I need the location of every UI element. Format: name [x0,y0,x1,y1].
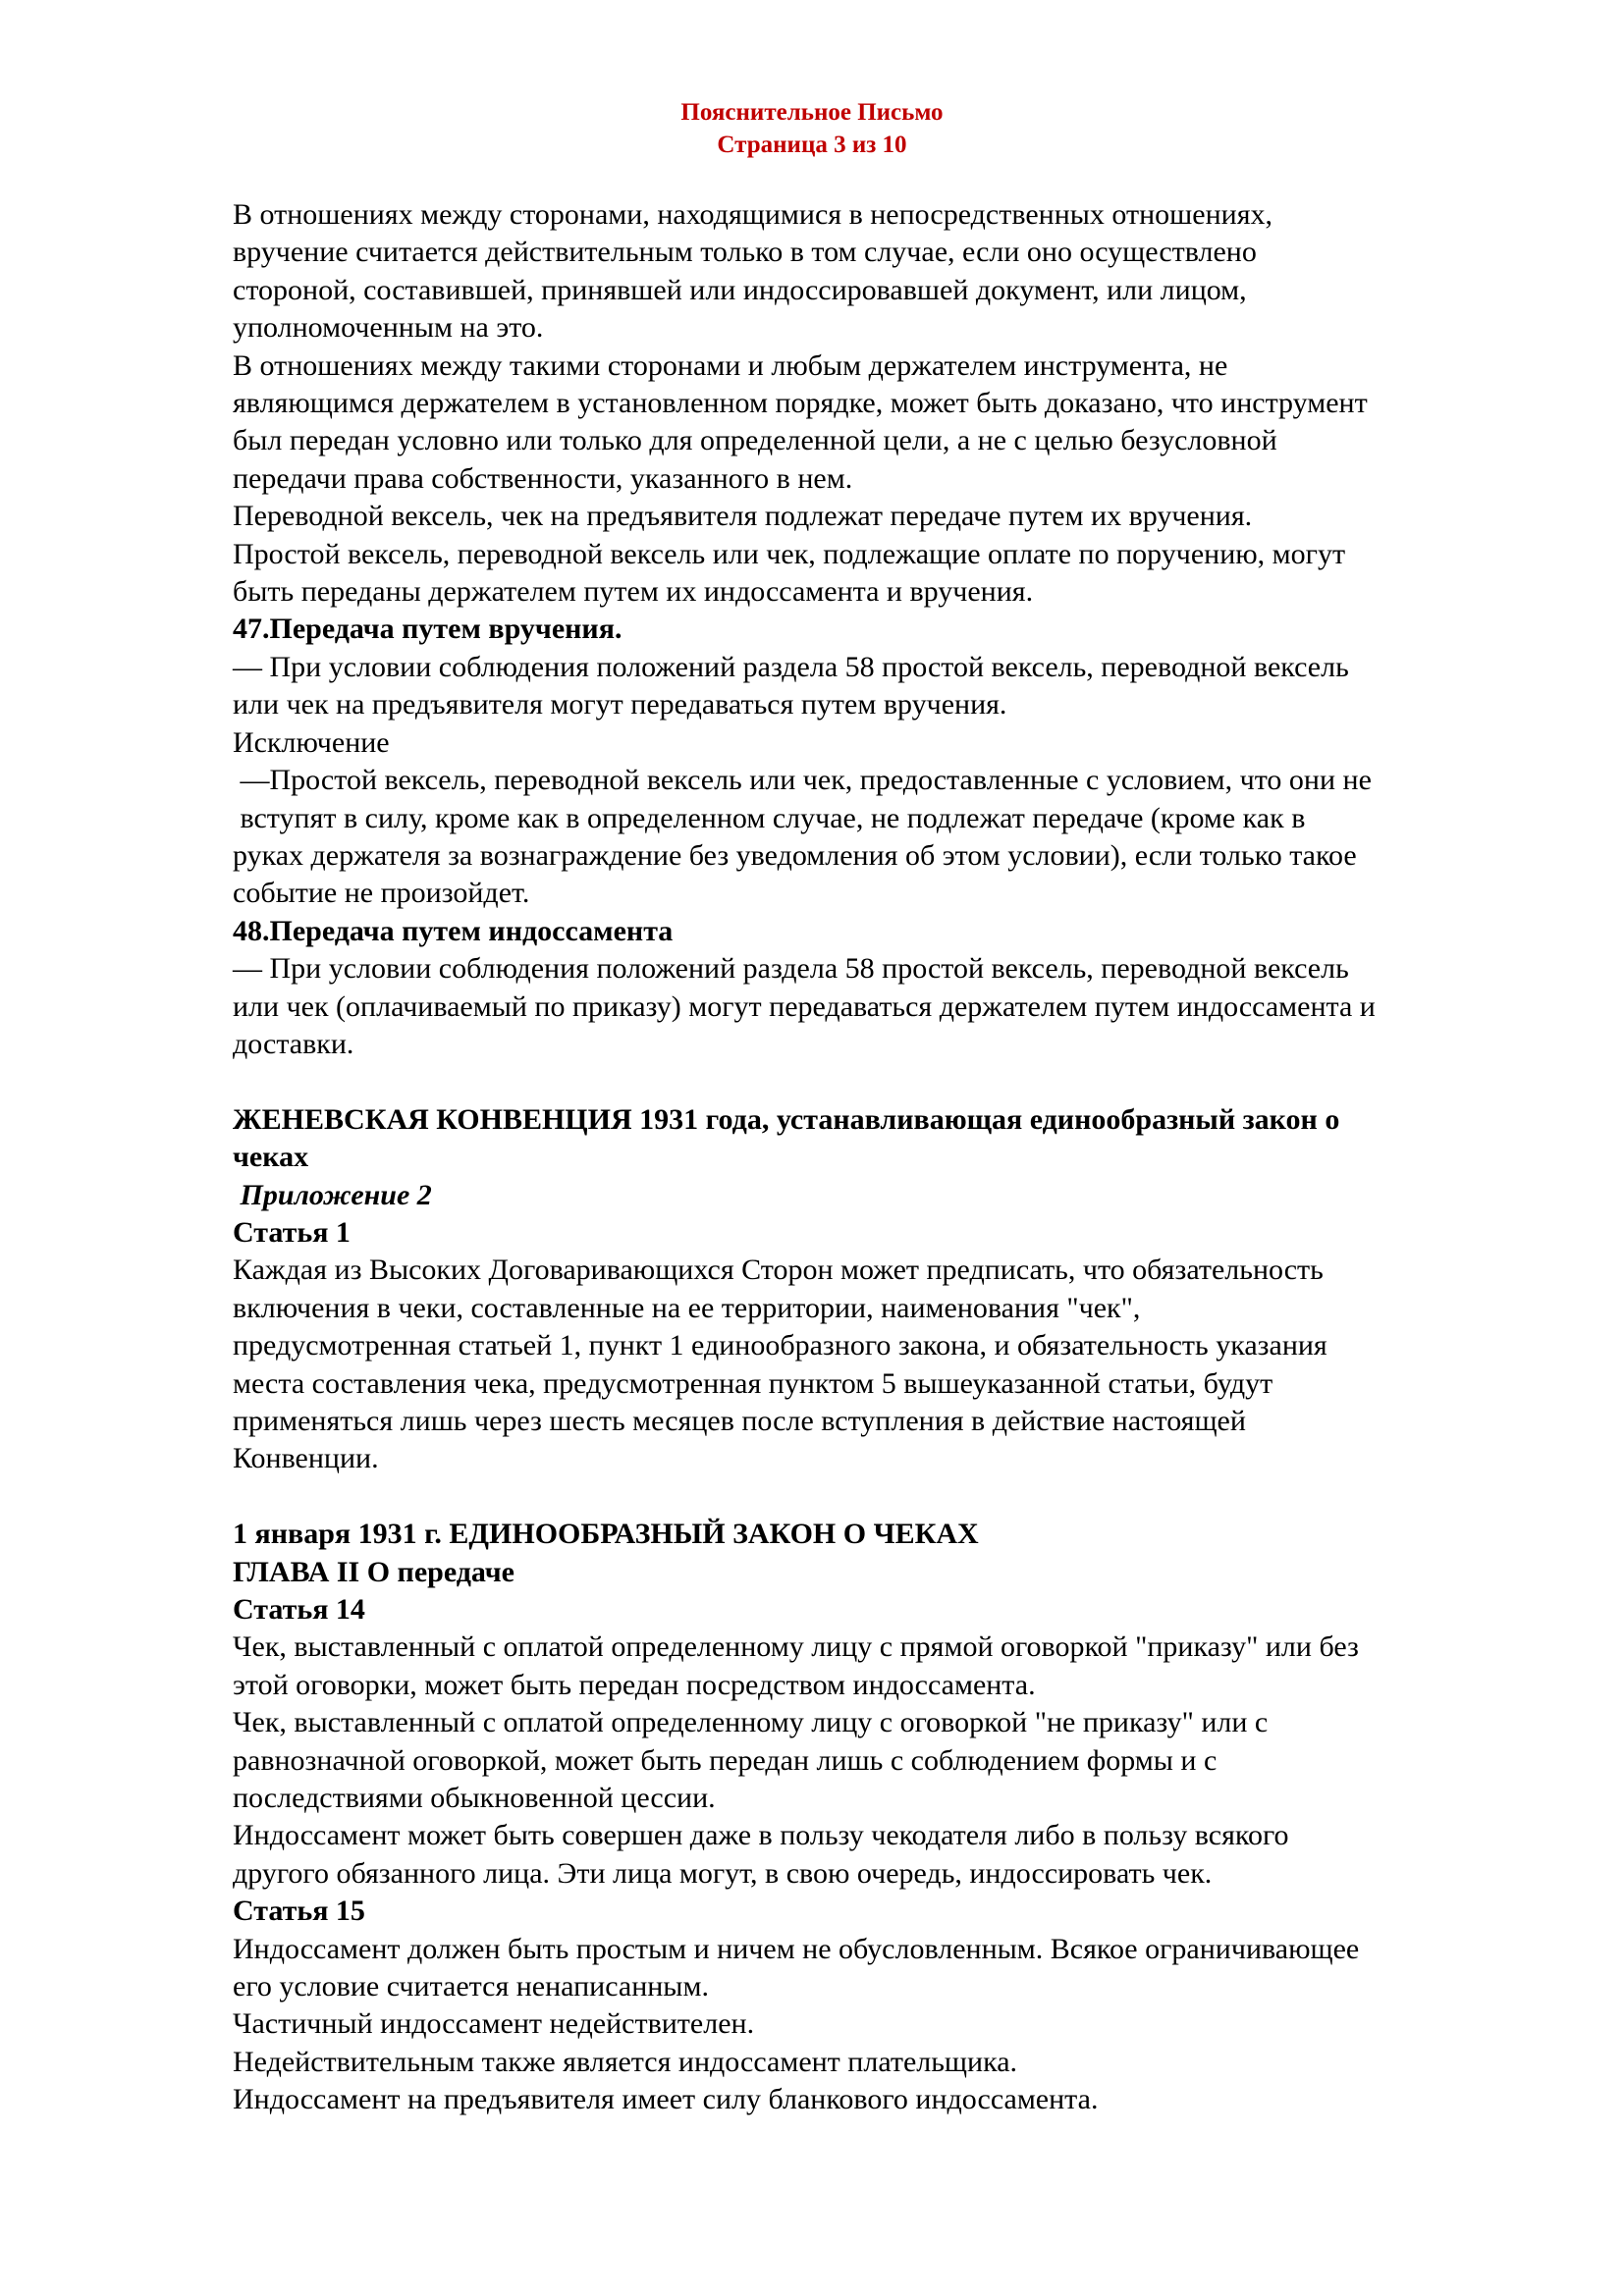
text-line: Конвенции. [233,1442,379,1475]
blank-line [233,1478,1529,1516]
heading-line: 48.Передача путем индоссамента [233,914,674,947]
heading-line: чеках [233,1141,309,1174]
text-line: предусмотренная статьей 1, пункт 1 единообразного закона, и обязательность указания [233,1329,1327,1362]
heading-line: Статья 15 [233,1895,365,1928]
heading-line: Приложение 2 [233,1178,432,1211]
heading-line: 47.Передача путем вручения. [233,613,623,646]
text-line: Каждая из Высоких Договаривающихся Сторон может предписать, что обязательность [233,1254,1324,1287]
text-line: Переводной вексель, чек на предъявителя подлежат передаче путем их вручения. [233,500,1253,533]
text-line: включения в чеки, составленные на ее территории, наименования "чек", [233,1291,1141,1324]
text-line: Индоссамент должен быть простым и ничем не обусловленным. Всякое ограничивающее [233,1932,1360,1965]
page-header [0,96,1624,161]
text-line: — При условии соблюдения положений раздела 58 простой вексель, переводной вексель [233,650,1349,683]
blank-line [233,1063,1529,1100]
text-line: Чек, выставленный с оплатой определенному лицу с прямой оговоркой "приказу" или без [233,1630,1359,1664]
text-line: был передан условно или только для определенной цели, а не с целью безусловной [233,424,1277,457]
text-line: Индоссамент на предъявителя имеет силу бланкового индоссамента. [233,2083,1099,2116]
text-line: Частичный индоссамент недействителен. [233,2007,755,2041]
text-line: последствиями обыкновенной цессии. [233,1782,716,1815]
heading-line: Статья 14 [233,1593,365,1626]
text-line: или чек на предъявителя могут передаваться путем вручения. [233,688,1007,721]
text-line: доставки. [233,1027,354,1060]
text-line: Чек, выставленный с оплатой определенному лицу с оговоркой "не приказу" или с [233,1706,1269,1739]
text-line: равнозначной оговоркой, может быть передан лишь с соблюдением формы и с [233,1743,1218,1777]
text-line: его условие считается ненаписанным. [233,1970,709,2003]
text-line: Исключение [233,725,390,759]
text-line: применяться лишь через шесть месяцев после вступления в действие настоящей [233,1404,1246,1437]
heading-line: 1 января 1931 г. ЕДИНООБРАЗНЫЙ ЗАКОН О ЧЕКАХ [233,1518,979,1551]
text-line: В отношениях между сторонами, находящимися в непосредственных отношениях, [233,198,1272,231]
text-line: этой оговорки, может быть передан посредством индоссамента. [233,1668,1036,1701]
text-line: руках держателя за вознаграждение без уведомления об этом условии), если только такое [233,838,1357,872]
text-line: вступят в силу, кроме как в определенном случае, не подлежат передаче (кроме как в [233,801,1306,834]
text-line: В отношениях между такими сторонами и любым держателем инструмента, не [233,348,1228,382]
text-line: другого обязанного лица. Эти лица могут, в свою очередь, индоссировать чек. [233,1856,1213,1890]
text-line: передачи права собственности, указанного в нем. [233,461,853,495]
text-line: уполномоченным на это. [233,311,544,345]
page-number: Страница 3 из 10 [717,132,907,158]
heading-line: ГЛАВА II О передаче [233,1555,514,1588]
text-line: или чек (оплачиваемый по приказу) могут передаваться держателем путем индоссамента и [233,989,1376,1023]
heading-line: Статья 1 [233,1215,351,1249]
text-line: Недействительным также является индоссамент плательщика. [233,2045,1018,2078]
text-line: быть переданы держателем путем их индоссамента и вручения. [233,575,1034,609]
text-line: стороной, составившей, принявшей или индоссировавшей документ, или лицом, [233,273,1247,306]
text-line: — При условии соблюдения положений раздела 58 простой вексель, переводной вексель [233,952,1349,986]
text-line: Индоссамент может быть совершен даже в пользу чекодателя либо в пользу всякого [233,1819,1289,1852]
text-line: вручение считается действительным только в том случае, если оно осуществлено [233,236,1257,269]
text-line: —Простой вексель, переводной вексель или чек, предоставленные с условием, что они не [233,764,1372,797]
document-title: Пояснительное Письмо [680,99,944,126]
heading-line: ЖЕНЕВСКАЯ КОНВЕНЦИЯ 1931 года, устанавливающая единообразный закон о [233,1102,1340,1136]
text-line: являющимся держателем в установленном порядке, может быть доказано, что инструмент [233,387,1368,420]
text-line: Простой вексель, переводной вексель или чек, подлежащие оплате по поручению, могут [233,537,1346,570]
document-body [233,196,1529,2119]
text-line: событие не произойдет. [233,877,530,910]
text-line: места составления чека, предусмотренная пунктом 5 вышеуказанной статьи, будут [233,1366,1273,1400]
